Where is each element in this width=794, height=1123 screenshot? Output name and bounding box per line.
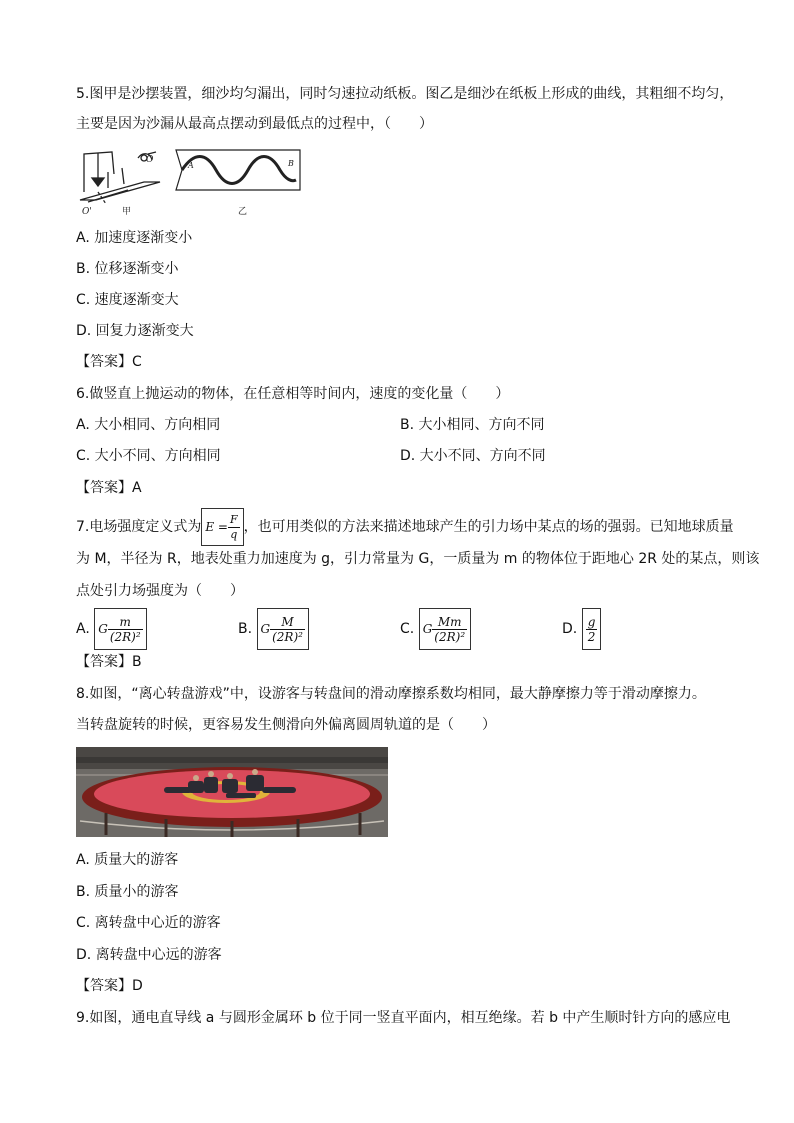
q5-stem-line2: 主要是因为沙漏从最高点摆动到最低点的过程中，（ ） [76,116,433,132]
formula-denominator: q [230,528,238,541]
label-o: O [146,155,154,165]
q7-option-b [238,608,309,650]
label-o-prime: O' [82,207,92,217]
q8-option-b: B. 质量小的游客 [76,884,179,900]
option-label: C. [400,621,415,637]
q5-figure [78,144,308,222]
label-jia: 甲 [122,207,132,217]
formula-numerator: M [270,615,305,630]
formula-denominator: (2R)² [272,630,303,644]
q5-option-d: D. 回复力逐渐变大 [76,323,194,339]
q6-option-c: C. 大小不同、方向相同 [76,448,221,464]
q7-option-c [400,608,471,650]
q7-stem-post: ，也可用类似的方法来描述地球产生的引力场中某点的场的强弱。已知地球质量 [243,519,734,535]
field-strength-formula [201,508,243,546]
formula-numerator: F [230,513,238,526]
formula-g: G [260,622,271,636]
q7-stem-line1 [76,508,734,542]
sand-curve-strip [176,150,300,190]
option-formula [582,608,602,650]
q7-stem-line2: 为 M，半径为 R，地表处重力加速度为 g，引力常量为 G，一质量为 m 的物体位于距地心 2R 处的某点，则该 [76,551,760,567]
q6-option-a: A. 大小相同、方向相同 [76,417,221,433]
formula-denominator: 2 [587,630,596,644]
q7-option-d [562,608,601,650]
formula-numerator: g [587,615,596,629]
q7-answer: 【答案】B [76,654,142,670]
formula-g: G [422,622,433,636]
q6-stem: 6.做竖直上抛运动的物体，在任意相等时间内，速度的变化量（ ） [76,386,510,402]
option-label: D. [562,621,578,637]
q5-option-c: C. 速度逐渐变大 [76,292,179,308]
option-label: A. [76,621,90,637]
q5-option-b: B. 位移逐渐变小 [76,261,179,277]
q7-stem-line3: 点处引力场强度为（ ） [76,583,244,599]
label-yi: 乙 [238,207,248,217]
q8-answer: 【答案】D [76,978,143,994]
q8-stem-line1: 8.如图，“离心转盘游戏”中，设游客与转盘间的滑动摩擦系数均相同，最大静摩擦力等于滑动摩擦力。 [76,686,706,702]
formula-lhs: E = [205,520,228,534]
label-b: B [288,159,294,168]
q7-option-a [76,608,147,650]
formula-numerator: Mm [432,615,467,630]
q6-option-d: D. 大小不同、方向不同 [400,448,546,464]
q5-answer: 【答案】C [76,354,142,370]
option-formula [94,608,146,650]
q5-stem-line1: 5.图甲是沙摆装置，细沙均匀漏出，同时匀速拉动纸板。图乙是细沙在纸板上形成的曲线，其粗细不均匀， [76,86,734,102]
option-label: B. [238,621,253,637]
centrifugal-turntable-photo [76,747,388,837]
label-a: A [188,161,194,170]
option-formula [419,608,471,650]
formula-denominator: (2R)² [434,630,466,644]
q5-option-a: A. 加速度逐渐变小 [76,230,193,246]
q6-option-b: B. 大小相同、方向不同 [400,417,545,433]
option-formula [257,608,309,650]
q9-stem-line1: 9.如图，通电直导线 a 与圆形金属环 b 位于同一竖直平面内，相互绝缘。若 b 中产生顺时针方向的感应电 [76,1010,731,1026]
formula-numerator: m [108,615,143,630]
q6-answer: 【答案】A [76,480,142,496]
q8-option-a: A. 质量大的游客 [76,852,179,868]
q8-stem-line2: 当转盘旋转的时候，更容易发生侧滑向外偏离圆周轨道的是（ ） [76,717,496,733]
q8-option-c: C. 离转盘中心近的游客 [76,915,221,931]
formula-denominator: (2R)² [109,630,141,644]
q7-stem-pre: 7.电场强度定义式为 [76,519,202,535]
formula-g: G [98,622,108,636]
q8-option-d: D. 离转盘中心远的游客 [76,947,222,963]
